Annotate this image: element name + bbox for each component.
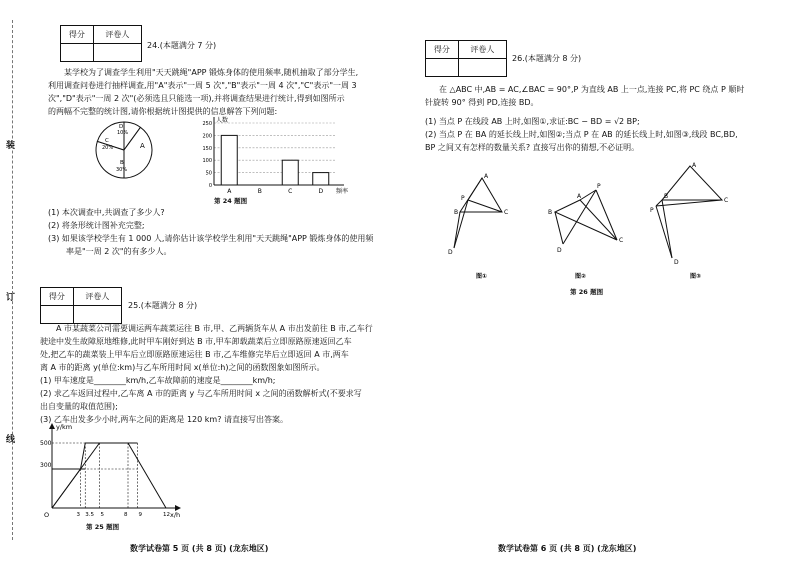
fig1-point-b: B [454,209,459,216]
y-tick-label: 150 [202,145,212,152]
fig3-point-d: D [674,259,679,266]
q25-figure-caption: 第 25 题图 [86,523,120,531]
graph-origin: O [44,511,50,519]
q24-question: 率是"一周 2 次"的有多少人。 [66,247,172,256]
score-label: 得分 [61,26,94,44]
q24-line: 次","D"表示"一周 2 次"(必须选且只能选一项),并将调查结果进行统计,得到如图所示 [48,94,345,103]
y-tick-label: 200 [202,133,212,140]
y-axis-label: 人数 [216,117,229,124]
fig3-label: 图③ [690,273,702,280]
pie-pct-c: 20% [102,145,114,151]
fig2-point-d: D [557,247,562,254]
distance-time-graph [40,420,190,520]
q25-line: 驶途中发生故障原地维修,此时甲车刚好到达 B 市,甲车卸载蔬菜后立即原路原速返回乙车 [40,337,352,346]
fig1-label: 图① [476,273,488,280]
score-blank[interactable] [61,44,94,62]
y-tick-label: 250 [202,121,212,127]
pie-label-d: D [119,124,124,130]
graph-y-label: y/km [56,423,73,431]
bar-c [282,160,298,185]
q26-body [425,83,744,154]
fig2-point-a: A [577,193,582,200]
binding-mark-3: 线 [6,435,16,445]
q25-question: (3) 乙车出发多少小时,两车之间的距离是 120 km? 请直接写出答案。 [40,415,288,424]
x-axis-label: 频率 [336,188,349,195]
q26-line: BP 之间又有怎样的数量关系? 直接写出你的猜想,不必证明。 [425,143,640,152]
graph-series-1 [52,443,166,508]
pie-label-a: A [140,142,145,150]
fig3-point-b: B [664,193,669,200]
binding-mark-2: 订 [6,293,16,303]
graph-tick-x9: 9 [138,512,142,518]
q24-question: (2) 将条形统计图补充完整; [48,221,145,230]
x-tick-label: D [318,188,324,195]
q25-question: 出自变量的取值范围); [40,402,118,411]
grader-blank[interactable] [73,306,121,324]
fig1-point-c: C [504,209,509,216]
grader-label: 评卷人 [73,288,121,306]
grader-label: 评卷人 [93,26,141,44]
x-tick-label: B [257,188,262,195]
q26-figure-caption: 第 26 题图 [570,288,604,296]
q24-line: 的两幅不完整的统计图,请你根据统计图提供的信息解答下列问题: [48,107,278,116]
score-label: 得分 [426,41,459,59]
pie-pct-d: 10% [117,130,129,136]
binding-mark-1: 装 [6,141,16,151]
graph-x-label: x/h [170,511,181,519]
score-blank[interactable] [41,306,74,324]
fig2-point-b: B [548,209,553,216]
q26-line: (2) 当点 P 在 BA 的延长线上时,如图②;当点 P 在 AB 的延长线上时,如图③,线段 BC,BD, [425,130,738,139]
q26-figure-3 [650,160,740,282]
fig1-point-p: P [461,195,465,202]
q25-header: 25.(本题满分 8 分) [128,301,198,310]
pie-label-c: C [105,138,109,144]
q26-line: (1) 当点 P 在线段 AB 上时,如图①,求证:BC − BD = √2 BP; [425,117,640,126]
q26-line: 在 △ABC 中,AB = AC,∠BAC = 90°,P 为直线 AB 上一点,连接 PC,将 PC 绕点 P 顺时 [439,85,745,94]
score-box-q26 [425,40,507,77]
q24-figure-caption: 第 24 题图 [214,197,248,205]
q25-line: A 市某蔬菜公司需要调运两车蔬菜运往 B 市,甲、乙两辆货车从 A 市出发前往 B 市,乙车行 [56,324,373,333]
q26-figure-2 [545,176,625,282]
y-tick-label: 50 [205,170,212,177]
q24-question: (3) 如果该学校学生有 1 000 人,请你估计该学校学生利用"天天跳绳"APP 锻炼身体的使用频 [48,234,374,243]
fig2-label: 图② [575,273,587,280]
bar-d [313,173,329,185]
graph-series-2 [52,443,138,469]
fig2-point-c: C [619,237,624,244]
x-tick-label: C [288,188,293,195]
q24-questions [48,206,373,258]
q25-line: 处,把乙车的蔬菜装上甲车后立即原路原速运往 B 市,乙车维修完毕后立即返回 A 市,两车 [40,350,349,359]
grader-blank[interactable] [458,59,506,77]
fig3-point-p: P [650,207,654,214]
footer-left: 数学试卷第 5 页 (共 8 页) (龙东地区) [130,544,269,553]
pie-label-b: B [120,160,124,166]
fig1-point-a: A [484,173,489,180]
graph-tick-500: 500 [40,440,52,447]
score-box-q24 [60,25,142,62]
graph-tick-x8: 8 [124,512,128,518]
footer-right: 数学试卷第 6 页 (共 8 页) (龙东地区) [498,544,637,553]
q26-figure-1 [440,170,520,282]
q25-question: (1) 甲车速度是________km/h,乙车故障前的速度是________km/h; [40,376,276,385]
graph-tick-x3: 3 [76,512,80,518]
graph-tick-x3-5: 3.5 [85,512,94,518]
q26-header: 26.(本题满分 8 分) [512,54,582,63]
score-label: 得分 [41,288,74,306]
pie-chart [88,116,168,186]
q24-line: 某学校为了调查学生利用"天天跳绳"APP 锻炼身体的使用频率,随机抽取了部分学生, [64,68,359,77]
fig1-point-d: D [448,249,453,256]
q24-question: (1) 本次调查中,共调查了多少人? [48,208,165,217]
q25-line: 离 A 市的距离 y(单位:km)与乙车所用时间 x(单位:h)之间的函数图象如图所示。 [40,363,325,372]
grader-blank[interactable] [93,44,141,62]
q25-question: (2) 求乙车返回过程中,乙车离 A 市的距离 y 与乙车所用时间 x 之间的函数解析式(不要求写 [40,389,362,398]
x-tick-label: A [227,188,232,195]
q24-body [48,66,358,118]
q24-header: 24.(本题满分 7 分) [147,41,217,50]
graph-tick-x5: 5 [100,512,104,518]
bar-a [221,135,237,185]
grader-label: 评卷人 [458,41,506,59]
score-blank[interactable] [426,59,459,77]
bar-chart [196,113,356,195]
y-tick-label: 100 [202,158,212,165]
q26-line: 针旋转 90° 得到 PD,连接 BD。 [425,98,539,107]
fig2-point-p: P [597,183,601,190]
q24-line: 利用调查问卷进行抽样调查,用"A"表示"一周 5 次","B"表示"一周 4 次","C"表示"一周 3 [48,81,357,90]
y-tick-label: 0 [208,183,212,189]
fig3-point-a: A [692,162,697,169]
score-box-q25 [40,287,122,324]
fig3-point-c: C [724,197,729,204]
q25-body [40,322,373,426]
binding-line [12,20,13,540]
pie-pct-b: 30% [116,167,128,173]
graph-tick-300: 300 [40,462,52,469]
graph-tick-x12: 12 [163,512,170,518]
